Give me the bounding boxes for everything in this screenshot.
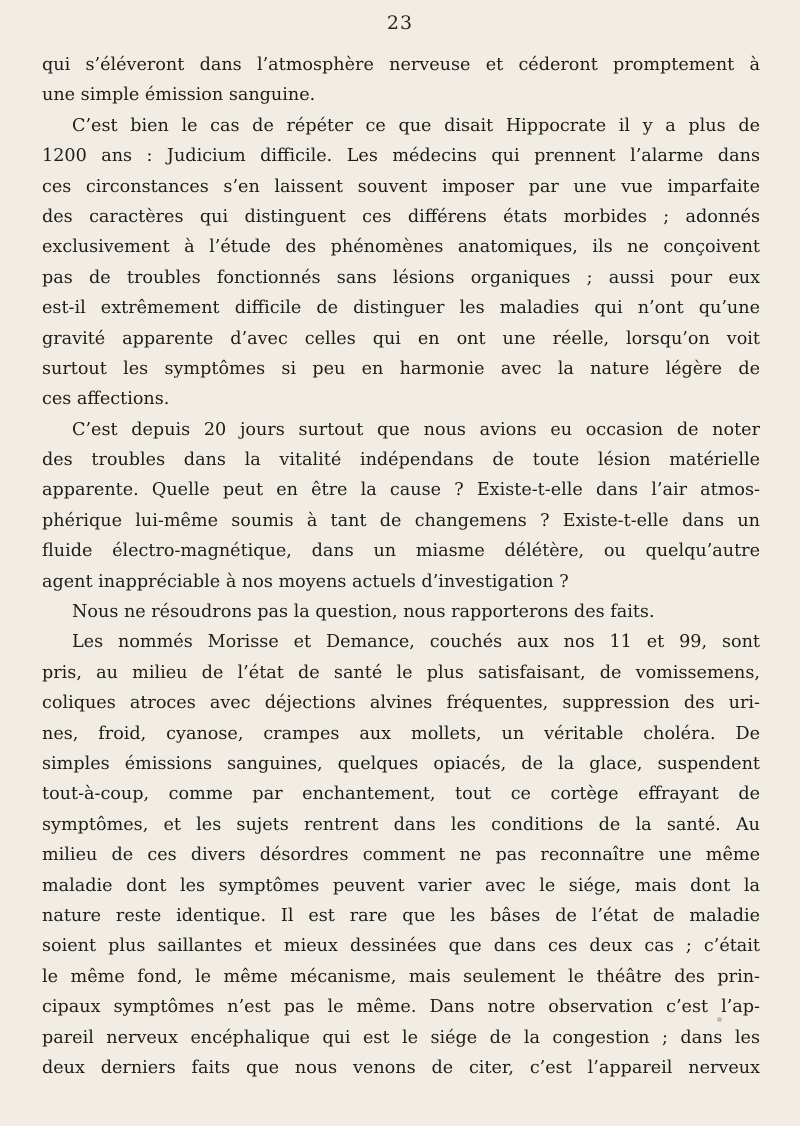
text-line: fluide électro-magnétique, dans un miasme délétère, ou quelqu’autre xyxy=(42,541,760,562)
page-number: 23 xyxy=(386,12,414,34)
paper-stain xyxy=(717,1017,722,1022)
text-line: C’est bien le cas de répéter ce que disait Hippocrate il y a plus de xyxy=(72,115,760,136)
body-text xyxy=(42,50,760,1083)
text-line: phérique lui-même soumis à tant de changemens ? Existe-t-elle dans un xyxy=(42,510,760,531)
text-line: simples émissions sanguines, quelques opiacés, de la glace, suspendent xyxy=(42,753,760,774)
text-line: agent inappréciable à nos moyens actuels d’investigation ? xyxy=(42,571,569,592)
text-line: deux derniers faits que nous venons de citer, c’est l’appareil nerveux xyxy=(42,1057,760,1078)
text-line: pareil nerveux encéphalique qui est le siége de la congestion ; dans les xyxy=(42,1027,760,1048)
text-line: C’est depuis 20 jours surtout que nous avions eu occasion de noter xyxy=(72,419,760,440)
text-line: pris, au milieu de l’état de santé le plus satisfaisant, de vomissemens, xyxy=(42,662,760,683)
text-line: 1200 ans : Judicium difficile. Les médecins qui prennent l’alarme dans xyxy=(42,146,760,167)
text-line: Les nommés Morisse et Demance, couchés aux nos 11 et 99, sont xyxy=(72,632,760,653)
text-line: cipaux symptômes n’est pas le même. Dans notre observation c’est l’ap- xyxy=(42,997,760,1018)
text-line: Nous ne résoudrons pas la question, nous rapporterons des faits. xyxy=(72,602,655,623)
text-line: ces circonstances s’en laissent souvent imposer par une vue imparfaite xyxy=(42,176,760,197)
text-line: pas de troubles fonctionnés sans lésions organiques ; aussi pour eux xyxy=(42,267,760,288)
text-line: le même fond, le même mécanisme, mais seulement le théâtre des prin- xyxy=(42,966,760,987)
text-line: qui s’éléveront dans l’atmosphère nerveuse et céderont promptement à xyxy=(42,55,760,75)
text-line: milieu de ces divers désordres comment ne pas reconnaître une même xyxy=(42,845,760,866)
text-line: des caractères qui distinguent ces différens états morbides ; adonnés xyxy=(42,206,760,227)
text-line: nature reste identique. Il est rare que les bâses de l’état de maladie xyxy=(42,905,760,926)
text-line: une simple émission sanguine. xyxy=(42,85,316,106)
text-line: apparente. Quelle peut en être la cause ? Existe-t-elle dans l’air atmos- xyxy=(42,480,760,501)
text-line: gravité apparente d’avec celles qui en ont une réelle, lorsqu’on voit xyxy=(42,328,760,349)
text-line: symptômes, et les sujets rentrent dans les conditions de la santé. Au xyxy=(42,814,760,835)
text-line: tout-à-coup, comme par enchantement, tout ce cortège effrayant de xyxy=(42,784,760,805)
text-line: surtout les symptômes si peu en harmonie avec la nature légère de xyxy=(42,358,760,379)
text-line: soient plus saillantes et mieux dessinées que dans ces deux cas ; c’était xyxy=(42,936,760,957)
text-line: est-il extrêmement difficile de distinguer les maladies qui n’ont qu’une xyxy=(42,298,760,319)
text-line: ces affections. xyxy=(42,389,170,410)
text-line: maladie dont les symptômes peuvent varier avec le siége, mais dont la xyxy=(42,875,760,896)
text-line: exclusivement à l’étude des phénomènes anatomiques, ils ne conçoivent xyxy=(42,237,760,258)
text-line: nes, froid, cyanose, crampes aux mollets, un véritable choléra. De xyxy=(42,723,760,744)
text-line: des troubles dans la vitalité indépendans de toute lésion matérielle xyxy=(42,450,760,471)
text-line: coliques atroces avec déjections alvines fréquentes, suppression des uri- xyxy=(42,693,760,714)
